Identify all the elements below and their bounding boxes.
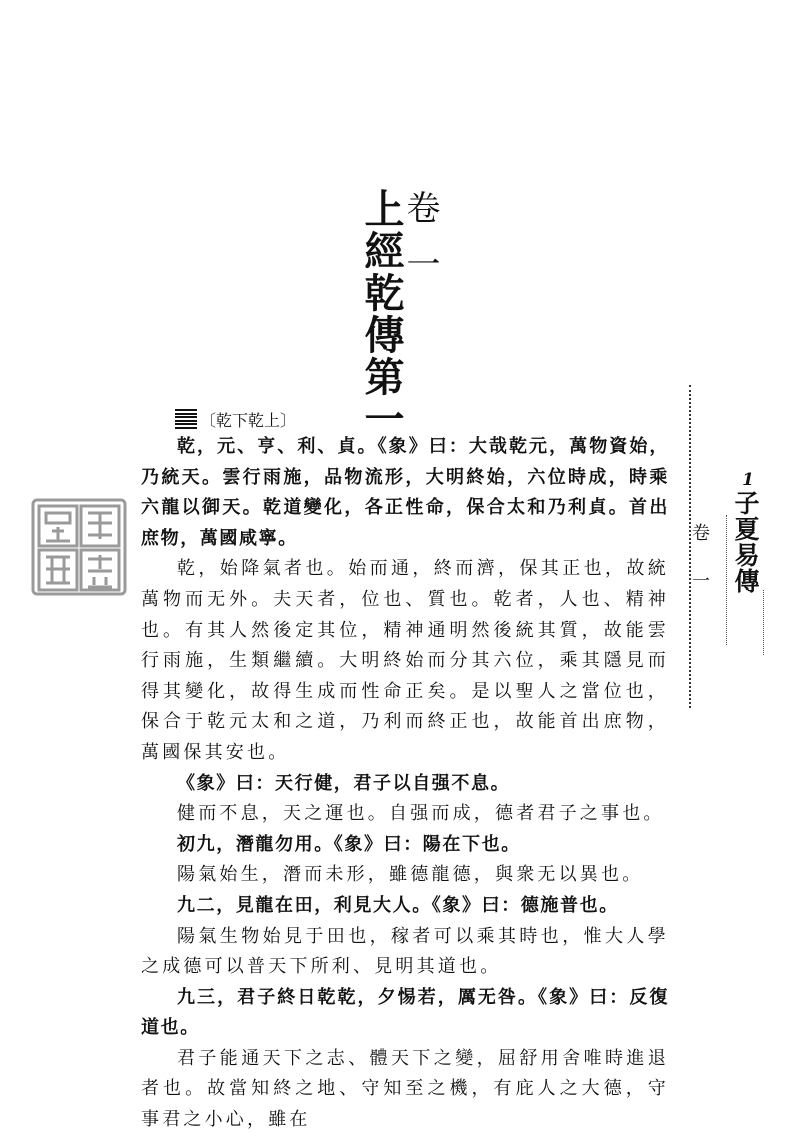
commentary-paragraph: 陽氣始生，潛而未形，雖德龍德，與衆无以異也。	[177, 864, 644, 886]
classic-text-paragraph: 初九，潛龍勿用。《象》曰：陽在下也。	[177, 833, 521, 855]
classic-text-paragraph: 九二，見龍在田，利見大人。《象》曰：德施普也。	[177, 894, 619, 916]
hexagram-heading	[175, 406, 669, 432]
margin-divider	[763, 590, 764, 655]
chapter-title: 上經乾傳第一	[358, 188, 405, 440]
section-label: 卷一	[689, 523, 710, 619]
page-number: 1	[742, 470, 754, 490]
main-text	[141, 406, 669, 1136]
classic-text-paragraph: 乾，元、亨、利、貞。《象》曰：大哉乾元，萬物資始，乃統天。雲行雨施，品物流形，大明終始，六位時成，時乘六龍以御天。乾道變化，各正性命，保合太和乃利貞。首出庶物，萬國咸寧。	[141, 436, 669, 549]
commentary-paragraph: 陽氣生物始見于田也，稼者可以乘其時也，惟大人學之成德可以普天下所利、見明其道也。	[141, 925, 669, 978]
juan-heading: 卷一	[400, 190, 440, 302]
trigram-label: 〔乾下乾上〕	[200, 410, 297, 430]
seal-stamp-icon	[30, 497, 128, 597]
qian-hexagram-icon	[175, 409, 197, 429]
commentary-paragraph: 君子能通天下之志、體天下之變，屈舒用舍唯時進退者也。故當知終之地、守知至之機，有庇人之大德，守事君之小心，雖在	[141, 1047, 669, 1131]
paragraph-list	[141, 432, 669, 1136]
margin-divider	[726, 515, 727, 645]
commentary-paragraph: 健而不息，天之運也。自强而成，德者君子之事也。	[177, 803, 665, 825]
commentary-paragraph: 乾，始降氣者也。始而通，終而濟，保其正也，故統萬物而无外。夫天者，位也、質也。乾者，人也、精神也。有其人然後定其位，精神通明然後統其質，故能雲行雨施，生類繼續。大明終始而分其六位，乘其隱見而得其變化，故得生成而性命正矣。是以聖人之當位也，保合于乾元太和之道，乃利而終正也，故能首出庶物，萬國保其安也。	[141, 558, 669, 763]
book-title: 子夏易傳	[731, 490, 760, 594]
classic-text-paragraph: 《象》曰：天行健，君子以自强不息。	[177, 772, 511, 794]
classic-text-paragraph: 九三，君子終日乾乾，夕惕若，厲无咎。《象》曰：反復道也。	[141, 986, 669, 1039]
